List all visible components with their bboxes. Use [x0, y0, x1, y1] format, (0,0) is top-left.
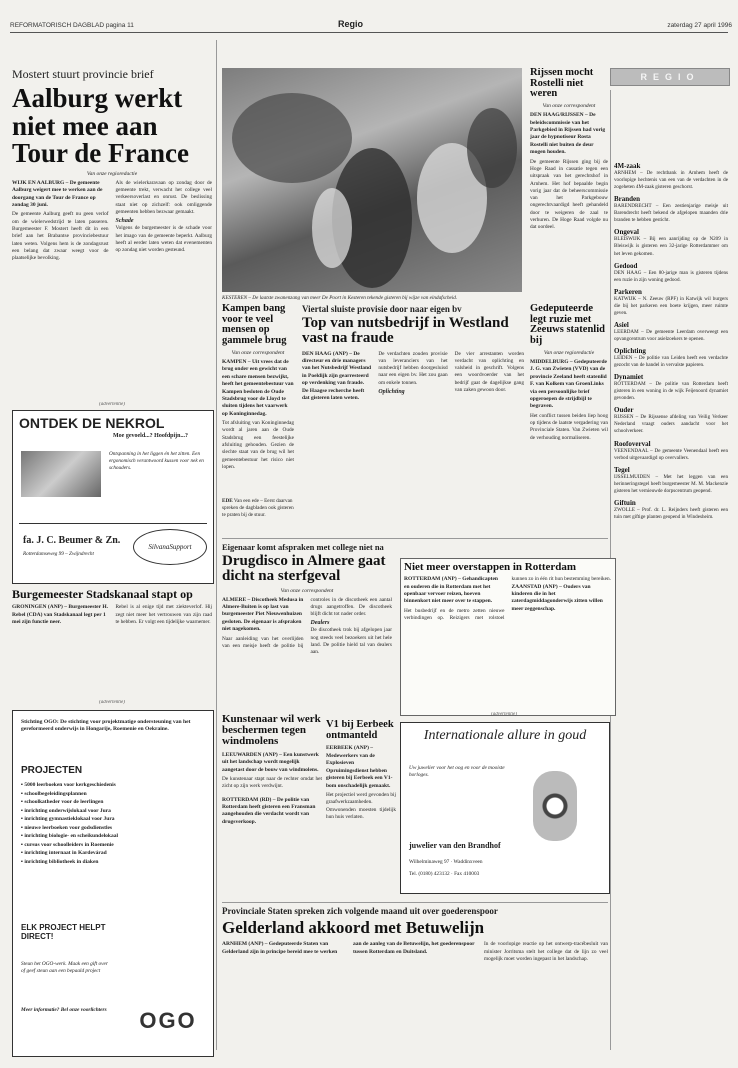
brief-title: Oplichting	[614, 347, 646, 355]
watch-icon	[533, 771, 577, 841]
ad3-slogan: Steun het OGO-werk. Maak een gift over of geef steun aan een bepaald project	[21, 961, 108, 975]
ad3-item: ▪ inrichting bibliotheek in diaken	[21, 858, 99, 865]
ad3-item: ▪ nieuwe leerboeken voor godsdienstles	[21, 824, 113, 831]
stadskanaal-story	[12, 588, 212, 688]
brief-text: KATWIJK – N. Zeeuw (RPF) in Katwijk wil burgers die bij het parkeren een boete krijgen, meer ruimte geven.	[614, 295, 728, 316]
section-rule-2	[222, 902, 608, 903]
ad3-item: ▪ cursus voor schoolleiders in Roemenie	[21, 841, 114, 848]
ad1-photo	[21, 451, 101, 497]
news-photo	[222, 68, 522, 292]
brief-text: VEENENDAAL – De gemeente Veenendaal heeft een verbod uitgevaardigd op overvallers.	[614, 447, 728, 461]
ad1-text: Ontspanning in het liggen én het zitten. Een ergonomisch verantwoord kussen voor nek en schouders.	[109, 451, 204, 472]
ad3-title: Stichting OGO: De stichting voor projektmatige ondersteuning van het gereformeerd onderwijs in Hongarije, Roemenie en Oekraine.	[21, 719, 191, 733]
kunstenaar-lead: LEEUWARDEN (ANP) – Een kunstwerk uit het landschap wordt mogelijk aangetast door de bouw van windmolens.	[222, 751, 319, 773]
brief-item	[614, 441, 728, 462]
eerbeek-headline: V1 bij Eerbeek ontmanteld	[326, 720, 394, 741]
ad3-item: ▪ inrichting internaat in Kardevárad	[21, 850, 107, 857]
brief-title: Asiel	[614, 320, 629, 329]
brief-text: DEN HAAG – Een 80-jarige man is gisteren tijdens een ruzie in zijn woning gedood.	[614, 269, 728, 283]
westland-body-2: De vier arrestanten worden verdacht van oplichting en valsheid in geschrift. Volgens een woordvoerder van het bedrijf gaat de dagelijkse gang van zaken gewoon door.	[454, 350, 524, 394]
ad3-item: ▪ inrichting biologie- en scheikundelokaal	[21, 833, 118, 840]
brief-text: ZWOLLE – Prof. dr. L. Reijnders heeft gisteren een tuin met giftige planten geopend in Windesheim.	[614, 506, 728, 520]
eerbeek-body: Het projectiel werd gevonden bij graafwerkzaamheden. Omwonenden moesten tijdelijk hun huis verlaten.	[326, 791, 396, 820]
ad3-info: Meer informatie? Bel onze voorlichters	[21, 1007, 107, 1013]
brief-item	[614, 289, 728, 317]
brief-text: ROTTERDAM – De politie van Rotterdam heeft gisteren in een woning in de wijk Feijenoord dynamiet gevonden.	[614, 381, 728, 402]
ad1-sub: Moe gevoeld...? Hoofdpijn...?	[113, 433, 188, 439]
zeeuws-lead: MIDDELBURG – Gedeputeerde J. G. van Zwieten (VVD) van de provincie Zeeland heeft statenlid F. van Kolkem van GroenLinks via een persoonlijke brief opgeroepen de strijdbijl te begraven.	[530, 358, 607, 410]
kampen-lead: KAMPEN – Uit vrees dat de brug onder een gewicht van een schare mensen bezwijkt, heeft het gemeentebestuur van Kampen besloten de Oude Stadsbrug voor de Lloyd te sluiten tijdens het vaarwerk op Koninginnedag.	[222, 358, 294, 417]
drugdisco-lead: ALMERE – Discotheek Medusa in Almere-Buiten is op last van burgemeester Piet Nieuwenhuizen gesloten. De eigenaar is afspraken niet nagekomen.	[222, 596, 304, 633]
rijssen-story	[530, 68, 608, 300]
ad3-item-text: cursus voor schoolleiders in Roemenie	[24, 841, 114, 848]
date: zaterdag 27 april 1996	[667, 22, 732, 29]
rijssen-byline: Van onze correspondent	[542, 103, 596, 110]
main-headline: Aalburg werkt niet mee aan Tour de France	[12, 83, 190, 169]
drugdisco-kicker: Eigenaar komt afspraken met college niet na	[222, 542, 384, 552]
westland-body: De verdachten zouden provisie van leveranciers van het nutsbedrijf hebben doorgesluisd naar een eigen bv. Het zou gaan om enkele tonnen.	[378, 350, 448, 386]
stadskanaal-lead: GRONINGEN (ANP) – Burgemeester H. Rebel (CDA) van Stadskanaal legt per 1 mei zijn functie neer.	[12, 604, 108, 626]
drugdisco-byline: Van onze correspondent	[280, 587, 334, 594]
ad3-logo: OGO	[139, 1008, 197, 1033]
brief-item	[614, 407, 728, 435]
kunstenaar-body: De kunstenaar stapt naar de rechter omdat het zicht op zijn werk verdwijnt.	[222, 775, 322, 790]
westland-headline: Top van nutsbedrijf in Westland vast na fraude	[302, 315, 509, 347]
ad3-list	[21, 781, 205, 866]
ad3-item: ▪ schoolkatheder voor de leerlingen	[21, 799, 104, 806]
zeeuws-body: Het conflict tussen beiden liep hoog op tijdens de laatste vergadering van Provinciale Staten. Van Zwieten wil de verhouding normaliseren.	[530, 412, 608, 441]
ad1-company: fa. J. C. Beumer & Zn.	[23, 535, 121, 546]
brief-title: Roofoverval	[614, 439, 651, 448]
brief-text: BLEISWIJK – Bij een aanrijding op de N209 in Bleiswijk is gisteren een 32-jarige Rotterdammer om het leven gekomen.	[614, 236, 728, 257]
brief-title: 4M-zaak	[614, 162, 641, 170]
kunstenaar-headline: Kunstenaar wil werk beschermen tegen windmolens	[222, 714, 321, 748]
sidebar-briefs	[614, 158, 728, 1048]
ad3-help: ELK PROJECT HELPT DIRECT!	[21, 923, 106, 942]
gelderland-headline: Gelderland akkoord met Betuwelijn	[222, 918, 485, 937]
main-byline: Van onze regioredactie	[86, 170, 138, 177]
ad1-headline: ONTDEK DE NEKROL	[19, 415, 165, 431]
ad2-address: Wilhelminaweg 97 · Waddinxveen	[409, 859, 483, 865]
main-subhead: Schade	[115, 218, 134, 225]
brief-title: Giftuin	[614, 498, 636, 507]
westland-kicker: Viertal sluiste provisie door naar eigen bv	[302, 304, 462, 314]
nekrol-ad	[12, 410, 214, 584]
brief-item	[614, 263, 728, 284]
westland-lead: DEN HAAG (ANP) – De directeur en drie managers van het Nutsbedrijf Westland in Poeldijk zijn gearresteerd op verdenking van fraude. De Haagse recherche heeft dat gisteren laten weten.	[302, 350, 372, 402]
kampen-body: Tot afsluiting van Koninginnedag wordt al jaren aan de Oude Stadsbrug een feestelijke afsluiting gehouden. Gezien de slechte staat van de brug wil het gemeentebestuur het risico niet lopen.	[222, 420, 294, 470]
ad3-item-text: inrichting gymnastieklokaal voor Jura	[24, 816, 115, 823]
brief-item	[614, 500, 728, 521]
ad3-item-text: schoolbegeleidingsplannen	[24, 790, 87, 797]
ad3-item-text: inrichting internaat in Kardevárad	[24, 850, 107, 857]
ad3-item: ▪ schoolbegeleidingsplannen	[21, 790, 87, 797]
kampen-headline: Kampen bang voor te veel mensen op gammele brug	[222, 304, 287, 347]
drugdisco-body-2: De discotheek trok bij afgelopen jaar nog steeds veel bezoekers uit het hele land. De politie hield tal van dealers aan.	[310, 627, 392, 656]
rijssen-lead: DEN HAAG/RIJSSEN – De beleidscommissie van het Parkgebied in Rijssen had vorig jaar de hypnotiseur Rosta Rostelli niet buiten de deur mogen houden.	[530, 112, 606, 156]
brief-item	[614, 467, 728, 495]
brief-text: LEIDEN – De politie van Leiden heeft een verdachte gezocht van de handel in vervalste papieren.	[614, 355, 728, 369]
section-rule-1	[222, 538, 608, 539]
ede-place: EDE	[222, 498, 233, 504]
ad2-text: Uw juwelier voor het oog en voor de mooiste horloges.	[409, 765, 505, 779]
zeeuws-story	[530, 304, 608, 534]
regio-band	[610, 68, 730, 86]
drugdisco-body: Naar aanleiding van het overlijden van een meisje heeft de politie bij controles in de discotheek een aantal drugs aangetroffen. De discotheek blijft dicht tot nader order.	[222, 596, 392, 649]
header-rule	[10, 32, 728, 33]
brief-item	[614, 348, 728, 369]
ad1-logo: SilvanaSupport	[133, 529, 207, 565]
brief-title: Gedood	[614, 261, 638, 270]
photo-caption: KESTEREN – De laatste zwanenzang van meer De Poort in Kesteren tekende gisteren bij wijze van eindafscheid.	[222, 295, 458, 301]
main-body-1: De gemeente Aalburg geeft nu geen verlof om de wielerwedstrijd te laten passeren. Burgemeester F. Mostert heeft dit in een brief aan het Brabantse provinciebestuur laten weten. Volgens hem is de zondagsrust een belang dat zwaar weegt voor de plaatselijke bevolking.	[12, 211, 109, 262]
ad3-item-text: 5000 leerboeken voor kerkgeschiedenis	[24, 782, 116, 788]
rijssen-body: De gemeente Rijssen ging bij de Hoge Raad in cassatie tegen een uitspraak van het gerechtshof in Arnhem. Het hof bepaalde begin vorig jaar dat de beheerscommissie van het Parkgebouw ongerechtvaardigd heeft gehandeld door te weigeren de zaal te verhuren. De Hoge Raad volgde nu dat oordeel.	[530, 158, 608, 231]
ad1-divider	[19, 523, 207, 524]
ad3-label: (advertentie)	[99, 700, 125, 705]
ad3-item-text: inrichting biologie- en scheikundelokaal	[24, 833, 118, 840]
ad2-phone: Tel. (0180) 423132 · Fax 410003	[409, 871, 480, 877]
kunstenaar-lead-2: ROTTERDAM (RD) – De politie van Rotterdam heeft gisteren een Fransman aangehouden die verdacht wordt van drugsverkoop.	[222, 796, 316, 825]
eerbeek-story	[326, 720, 396, 880]
brief-item	[614, 374, 728, 402]
ogo-ad	[12, 710, 214, 1057]
ad3-item: ▪ inrichting gymnastieklokaal voor Jura	[21, 816, 115, 823]
kampen-byline: Van onze correspondent	[231, 349, 285, 356]
ad3-item-text: inrichting bibliotheek in diaken	[24, 858, 99, 865]
ede-note	[222, 498, 294, 534]
rotterdam-body: Het busbedrijf en de metro zetten nieuwe verbindingen op. Reizigers met rolstoel kunnen zo in één rit hun bestemming bereiken.	[404, 576, 611, 622]
drugdisco-subhead: Dealers	[310, 620, 330, 627]
ad3-item: ▪ inrichting onderwijslokaal voor Jura	[21, 807, 111, 814]
rotterdam-lead: ROTTERDAM (ANP) – Gehandicapten en ouderen die in Rotterdam met het openbaar vervoer reizen, hoeven binnenkort niet meer over te stappen.	[404, 576, 498, 605]
main-body-3: Volgens de burgemeester is de schade voor het imago van de gemeente beperkt. Aalburg heeft al eerder laten weten dat evenementen op zondag niet worden gesteund.	[115, 225, 212, 254]
brief-text: BARENDRECHT – Een zestienjarige meisje uit Barendrecht heeft bekend de afgelopen maanden drie branden te hebben gesticht.	[614, 203, 728, 224]
drugdisco-story	[222, 542, 392, 710]
main-kicker: Mostert stuurt provincie brief	[12, 68, 154, 81]
brief-title: Dynamiet	[614, 373, 644, 382]
section-title: Regio	[338, 19, 364, 29]
brief-item	[614, 322, 728, 343]
brief-text: LEERDAM – De gemeente Leerdam overweegt een opvangcentrum voor asielzoekers te openen.	[614, 328, 728, 342]
rotterdam-headline: Niet meer overstappen in Rotterdam	[404, 561, 577, 573]
westland-story	[302, 304, 524, 534]
brief-title: Ongeval	[614, 228, 639, 237]
eerbeek-lead: EERBEEK (ANP) – Medewerkers van de Explosieven Opruimingsdienst hebben gisteren bij Eerbeek een V1-bom onschadelijk gemaakt.	[326, 745, 393, 789]
main-story	[12, 68, 212, 400]
brief-title: Parkeren	[614, 287, 642, 296]
gelderland-story	[222, 906, 608, 1052]
brief-item	[614, 196, 728, 224]
gelderland-lead: ARNHEM (ANP) – Gedeputeerde Staten van Gelderland zijn in principe bereid mee te werken aan de aanleg van de Betuwelijn, het goederenspoor tussen Rotterdam en Duitsland.	[222, 941, 475, 955]
ad3-section: PROJECTEN	[21, 765, 83, 776]
main-lead: WIJK EN AALBURG – De gemeente Aalburg weigert mee te werken aan de doorgang van de Tour de France op zondag 30 juni.	[12, 179, 103, 209]
drugdisco-headline: Drugdisco in Almere gaat dicht na sterfgeval	[222, 553, 386, 585]
brief-text: IJSSELMUIDEN – Met het leggen van een herinneringstegel heeft burgemeester M. M. Mackenzie gisteren het vernieuwde dorpscentrum geopend.	[614, 473, 728, 494]
ad3-item-text: inrichting onderwijslokaal voor Jura	[24, 807, 111, 814]
ad1-label: (advertentie)	[99, 402, 125, 407]
stadskanaal-headline: Burgemeester Stadskanaal stapt op	[12, 588, 193, 601]
brief-text: ARNHEM – De rechtbank in Arnhem heeft de voorlopige hechtenis van een van de verdachten in de zogeheten 4M-zaak gisteren geschorst.	[614, 170, 728, 191]
brief-text: RIJSSEN – De Rijssense afdeling van Veilig Verkeer Nederland vraagt ouders aandacht voor het schoolverkeer.	[614, 414, 728, 435]
column-divider-1	[216, 40, 217, 1050]
gelderland-body: In de voorlopige reactie op het ontwerp-tracébesluit van minister Jorritsma stelt het college dat de lijn zo veel mogelijk moet worden ingepast in het landschap.	[484, 941, 608, 962]
ad3-item: ▪ 5000 leerboeken voor kerkgeschiedenis	[21, 782, 116, 788]
brief-title: Tegel	[614, 465, 630, 474]
rotterdam-story	[400, 558, 616, 716]
running-head-left: REFORMATORISCH DAGBLAD pagina 11	[10, 22, 134, 29]
ad2-label: (advertentie)	[491, 712, 517, 717]
ede-text: Van een ede – Eerst daarvan spreken de dagbladen ook gisteren te praten bij de stuur.	[222, 498, 294, 519]
brief-item	[614, 229, 728, 257]
regio-band-text: REGIO	[640, 72, 700, 82]
rijssen-headline: Rijssen mocht Rostelli niet weren	[530, 68, 594, 100]
ad2-brand: juwelier van den Brandhof	[409, 841, 501, 850]
zeeuws-headline: Gedeputeerde legt ruzie met Zeeuws statenlid bij	[530, 304, 605, 347]
jewelry-ad	[400, 722, 610, 894]
photo-figures-icon	[222, 68, 522, 292]
brief-item	[614, 163, 728, 191]
zaanstad-lead: ZAANSTAD (ANP) – Ouders van kinderen die in het zaterdagmiddagonderwijs zitten willen meer zeggenschap.	[511, 583, 603, 612]
stadskanaal-body: Rebel is al enige tijd met ziekteverlof. Hij zegt niet meer het vertrouwen van zijn raad te hebben. Er volgt een tijdelijke waarnemer.	[115, 604, 212, 625]
brief-title: Ouder	[614, 406, 634, 415]
ad3-item-text: schoolkatheder voor de leerlingen	[24, 799, 104, 806]
gelderland-kicker: Provinciale Staten spreken zich volgende maand uit over goederenspoor	[222, 906, 498, 916]
main-body-2: Als de wielerkaravaan op zondag door de gemeente trekt, verwacht het college veel verkeersoverlast en onrust. De beslissing staat niet op zichzelf: ook omliggende gemeenten hebben bezwaar gemaakt.	[115, 179, 212, 215]
ad1-address: Rotterdamseweg 99 – Zwijndrecht	[23, 551, 94, 557]
brief-title: Branden	[614, 195, 641, 204]
zeeuws-byline: Van onze regioredactie	[543, 349, 595, 356]
westland-subhead: Oplichting	[378, 389, 405, 396]
ad2-headline: Internationale allure in goud	[423, 728, 587, 743]
ad3-item-text: nieuwe leerboeken voor godsdienstles	[24, 824, 113, 831]
